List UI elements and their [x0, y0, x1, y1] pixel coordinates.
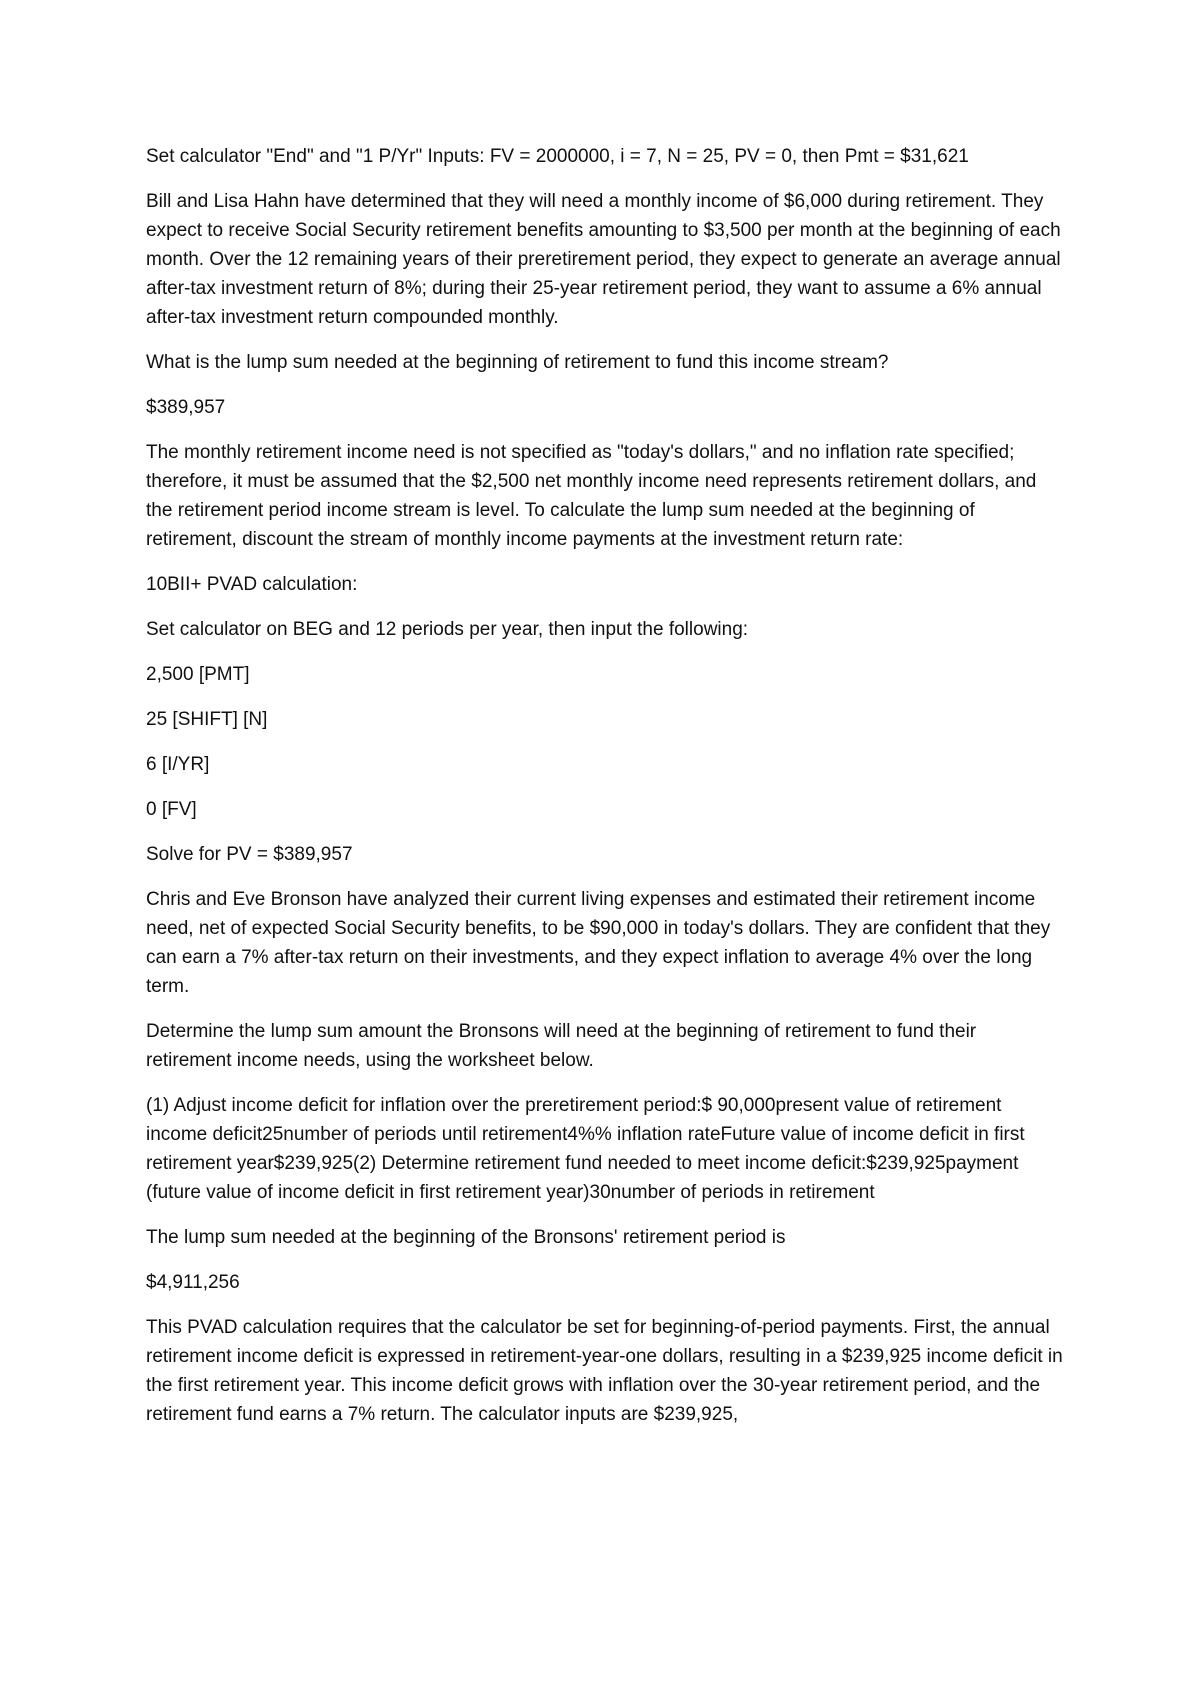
input-pmt: 2,500 [PMT] [146, 664, 250, 685]
input-fv: 0 [FV] [146, 799, 197, 820]
bronson-scenario-paragraph: Chris and Eve Bronson have analyzed their current living expenses and estimated their retirement income need, net of expected Social Security benefits, to be $90,000 in today's dollars. They are confident that they can earn a 7% after-tax return on their investments, and they expect inflation to average 4% over the long term. [146, 889, 1051, 997]
hahn-question: What is the lump sum needed at the beginning of retirement to fund this income stream? [146, 352, 889, 373]
solve-pv: Solve for PV = $389,957 [146, 844, 353, 865]
bronson-lump-sum-label: The lump sum needed at the beginning of the Bronsons' retirement period is [146, 1227, 786, 1248]
document-body [146, 142, 1066, 1445]
pvad-heading: 10BII+ PVAD calculation: [146, 574, 358, 595]
bronson-answer: $4,911,256 [146, 1272, 240, 1293]
worksheet-paragraph: (1) Adjust income deficit for inflation over the preretirement period:$ 90,000present value of retirement income deficit25number of periods until retirement4%% inflation rateFuture value of income deficit in first retirement year$239,925(2) Determine retirement fund needed to meet income deficit:$239,925payment (future value of income deficit in first retirement year)30number of periods in retirement [146, 1095, 1025, 1203]
calculator-inputs-paragraph: Set calculator "End" and "1 P/Yr" Inputs: FV = 2000000, i = 7, N = 25, PV = 0, then Pmt = $31,621 [146, 146, 969, 167]
input-iyr: 6 [I/YR] [146, 754, 210, 775]
hahn-answer: $389,957 [146, 397, 226, 418]
hahn-explanation: The monthly retirement income need is not specified as "today's dollars," and no inflation rate specified; therefore, it must be assumed that the $2,500 net monthly income need represents retirement dollars, and the retirement period income stream is level. To calculate the lump sum needed at the beginning of retirement, discount the stream of monthly income payments at the investment return rate: [146, 442, 1037, 550]
calculator-setup: Set calculator on BEG and 12 periods per year, then input the following: [146, 619, 749, 640]
input-n: 25 [SHIFT] [N] [146, 709, 268, 730]
bronson-question: Determine the lump sum amount the Bronsons will need at the beginning of retirement to fund their retirement income needs, using the worksheet below. [146, 1021, 977, 1071]
bronson-explanation: This PVAD calculation requires that the calculator be set for beginning-of-period payments. First, the annual retirement income deficit is expressed in retirement-year-one dollars, resulting in a $239,925 income deficit in the first retirement year. This income deficit grows with inflation over the 30-year retirement period, and the retirement fund earns a 7% return. The calculator inputs are $239,925, [146, 1317, 1063, 1425]
hahn-scenario-paragraph: Bill and Lisa Hahn have determined that they will need a monthly income of $6,000 during retirement. They expect to receive Social Security retirement benefits amounting to $3,500 per month at the beginning of each month. Over the 12 remaining years of their preretirement period, they expect to generate an average annual after-tax investment return of 8%; during their 25-year retirement period, they want to assume a 6% annual after-tax investment return compounded monthly. [146, 191, 1061, 328]
